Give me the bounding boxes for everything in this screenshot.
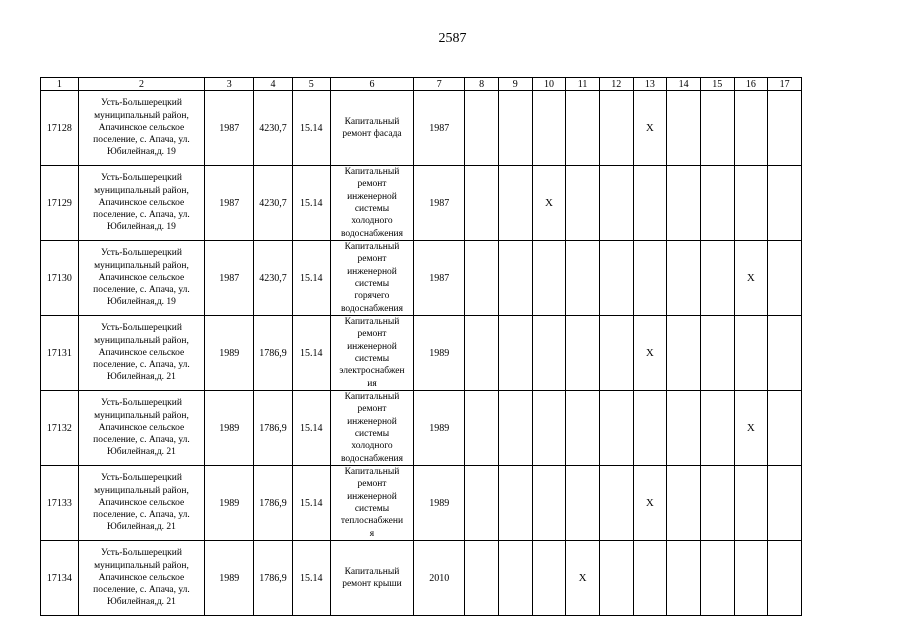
work-type-cell [330,391,414,466]
address-cell-line: поселение, с. Апача, ул. [93,510,190,521]
year-built-cell: 1989 [205,391,254,466]
address-cell-line: Апачинское сельское [98,347,185,358]
rate-cell: 15.14 [292,466,330,541]
column-header-8: 8 [465,78,499,91]
table-row [41,166,802,241]
area-cell: 4230,7 [254,241,293,316]
work-type-cell-line: водоснабжения [340,303,403,314]
row-id-cell: 17128 [41,91,79,166]
year-built-cell: 1989 [205,541,254,616]
mark-cell-col-11 [566,541,600,616]
mark-cell-col-17 [768,541,802,616]
table-header [41,78,802,91]
mark-cell-col-14 [667,91,701,166]
area-cell: 1786,9 [254,391,293,466]
address-cell-line: Юбилейная,д. 21 [107,522,176,533]
mark-cell-col-8 [465,91,499,166]
mark-cell-col-14 [667,166,701,241]
work-type-cell [330,316,414,391]
mark-cell-col-9 [498,91,532,166]
year-built-cell: 1989 [205,316,254,391]
rate-cell: 15.14 [292,316,330,391]
mark-cell-col-13 [633,241,667,316]
column-header-14: 14 [667,78,701,91]
row-id-cell: 17131 [41,316,79,391]
area-cell: 1786,9 [254,316,293,391]
work-type-cell-line: ия [367,378,377,389]
area-cell: 4230,7 [254,91,293,166]
table-row [41,241,802,316]
address-cell-line: Усть-Большерецкий [100,398,182,409]
mark-cell-col-8 [465,391,499,466]
work-type-cell [330,466,414,541]
column-header-11: 11 [566,78,600,91]
address-cell-line: муниципальный район, [94,185,189,196]
area-cell: 4230,7 [254,166,293,241]
mark-cell-col-17 [768,91,802,166]
column-header-6: 6 [330,78,414,91]
address-cell-line: поселение, с. Апача, ул. [93,210,190,221]
mark-cell-col-10 [532,391,566,466]
address-cell-line: Апачинское сельское [98,197,185,208]
table-row [41,316,802,391]
planned-year-cell: 1987 [414,241,465,316]
mark-cell-col-11 [566,391,600,466]
mark-cell-col-11 [566,316,600,391]
mark-cell-col-9 [498,316,532,391]
address-cell-line: муниципальный район, [94,410,189,421]
work-type-cell-line: я [369,528,375,539]
mark-cell-col-8 [465,241,499,316]
mark-cell-col-11 [566,166,600,241]
area-cell: 1786,9 [254,541,293,616]
address-cell-line: поселение, с. Апача, ул. [93,135,190,146]
column-header-1: 1 [41,78,79,91]
work-type-cell-line: водоснабжения [340,453,403,464]
address-cell [78,166,204,241]
column-header-13: 13 [633,78,667,91]
work-type-cell-line: Капитальный [344,167,400,178]
work-type-cell-line: Капитальный [344,116,400,127]
mark-cell-col-9 [498,241,532,316]
work-type-cell-line: ремонт [357,329,387,340]
work-type-cell-line: инженерной [347,341,397,352]
mark-cell-col-17 [768,316,802,391]
work-type-cell-line: инженерной [347,266,397,277]
work-type-cell-line: ремонт [357,404,387,415]
mark-cell-col-12 [599,466,633,541]
address-cell-line: Усть-Большерецкий [100,173,182,184]
page-number: 2587 [438,31,467,46]
work-type-cell-line: системы [354,279,390,289]
column-header-4: 4 [254,78,293,91]
address-cell-line: Юбилейная,д. 19 [107,297,176,308]
column-header-3: 3 [205,78,254,91]
mark-cell-col-13 [633,541,667,616]
mark-cell-col-14 [667,241,701,316]
planned-year-cell: 1989 [414,316,465,391]
mark-cell-col-10 [532,166,566,241]
mark-cell-col-15 [700,241,734,316]
address-cell-line: Усть-Большерецкий [100,323,182,334]
mark-cell-col-12 [599,241,633,316]
mark-cell-col-13 [633,166,667,241]
mark-cell-col-15 [700,166,734,241]
work-type-cell-line: системы [354,429,390,439]
column-header-7: 7 [414,78,465,91]
address-cell-line: Юбилейная,д. 21 [107,447,176,458]
table-row [41,466,802,541]
x-mark: X [746,422,755,434]
work-type-cell-line: Капитальный [344,566,400,577]
work-type-cell-line: ремонт крыши [342,579,402,589]
mark-cell-col-17 [768,391,802,466]
mark-cell-col-12 [599,166,633,241]
repair-schedule-table [40,77,802,616]
work-type-cell [330,241,414,316]
address-cell-line: Апачинское сельское [98,422,185,433]
x-mark: X [645,347,654,359]
x-mark: X [746,272,755,284]
address-cell [78,466,204,541]
planned-year-cell: 1989 [414,391,465,466]
address-cell-line: муниципальный район, [94,260,189,271]
work-type-cell-line: инженерной [347,191,397,202]
address-cell-line: поселение, с. Апача, ул. [93,435,190,446]
mark-cell-col-16 [734,466,768,541]
work-type-cell-line: ремонт [357,179,387,190]
year-built-cell: 1987 [205,241,254,316]
planned-year-cell: 1987 [414,91,465,166]
row-id-cell: 17130 [41,241,79,316]
column-header-10: 10 [532,78,566,91]
mark-cell-col-9 [498,466,532,541]
work-type-cell-line: Капитальный [344,467,400,478]
mark-cell-col-13 [633,91,667,166]
table-row [41,391,802,466]
address-cell [78,241,204,316]
mark-cell-col-8 [465,316,499,391]
mark-cell-col-10 [532,466,566,541]
address-cell-line: Усть-Большерецкий [100,248,182,259]
mark-cell-col-9 [498,391,532,466]
mark-cell-col-15 [700,391,734,466]
column-header-16: 16 [734,78,768,91]
work-type-cell-line: горячего [354,291,390,302]
row-id-cell: 17134 [41,541,79,616]
work-type-cell-line: инженерной [347,416,397,427]
mark-cell-col-10 [532,316,566,391]
mark-cell-col-16 [734,91,768,166]
address-cell-line: поселение, с. Апача, ул. [93,585,190,596]
rate-cell: 15.14 [292,241,330,316]
address-cell-line: муниципальный район, [94,485,189,496]
area-cell: 1786,9 [254,466,293,541]
address-cell [78,391,204,466]
mark-cell-col-13 [633,466,667,541]
mark-cell-col-13 [633,391,667,466]
column-header-9: 9 [498,78,532,91]
mark-cell-col-17 [768,166,802,241]
address-cell-line: Юбилейная,д. 19 [107,222,176,233]
address-cell-line: муниципальный район, [94,560,189,571]
row-id-cell: 17133 [41,466,79,541]
mark-cell-col-16 [734,541,768,616]
mark-cell-col-10 [532,91,566,166]
address-cell-line: Апачинское сельское [98,122,185,133]
address-cell-line: Апачинское сельское [98,572,185,583]
mark-cell-col-8 [465,166,499,241]
header-row [41,78,802,91]
planned-year-cell: 1987 [414,166,465,241]
address-cell-line: Юбилейная,д. 19 [107,147,176,158]
work-type-cell-line: инженерной [347,491,397,502]
work-type-cell-line: электроснабжен [339,366,405,377]
work-type-cell [330,166,414,241]
mark-cell-col-17 [768,241,802,316]
mark-cell-col-15 [700,466,734,541]
column-header-2: 2 [78,78,204,91]
x-mark: X [645,497,654,509]
column-header-12: 12 [599,78,633,91]
mark-cell-col-9 [498,166,532,241]
work-type-cell-line: системы [354,204,390,214]
work-type-cell-line: теплоснабжени [340,516,404,527]
mark-cell-col-14 [667,391,701,466]
address-cell-line: муниципальный район, [94,110,189,121]
column-header-17: 17 [768,78,802,91]
mark-cell-col-16 [734,166,768,241]
planned-year-cell: 2010 [414,541,465,616]
mark-cell-col-12 [599,541,633,616]
mark-cell-col-14 [667,466,701,541]
mark-cell-col-8 [465,466,499,541]
table-row [41,91,802,166]
address-cell-line: Апачинское сельское [98,272,185,283]
mark-cell-col-16 [734,391,768,466]
x-mark: X [645,122,654,134]
work-type-cell-line: ремонт [357,479,387,490]
address-cell-line: поселение, с. Апача, ул. [93,360,190,371]
address-cell [78,91,204,166]
work-type-cell [330,91,414,166]
rate-cell: 15.14 [292,91,330,166]
address-cell-line: Апачинское сельское [98,497,185,508]
mark-cell-col-15 [700,541,734,616]
year-built-cell: 1987 [205,166,254,241]
column-header-5: 5 [292,78,330,91]
address-cell-line: поселение, с. Апача, ул. [93,285,190,296]
planned-year-cell: 1989 [414,466,465,541]
mark-cell-col-13 [633,316,667,391]
work-type-cell-line: ремонт фасада [342,129,402,139]
address-cell-line: муниципальный район, [94,335,189,346]
mark-cell-col-16 [734,316,768,391]
mark-cell-col-12 [599,316,633,391]
table-body [41,91,802,616]
work-type-cell-line: Капитальный [344,317,400,328]
mark-cell-col-15 [700,91,734,166]
address-cell-line: Юбилейная,д. 21 [107,372,176,383]
mark-cell-col-11 [566,466,600,541]
x-mark: X [578,572,587,584]
row-id-cell: 17132 [41,391,79,466]
work-type-cell-line: Капитальный [344,242,400,253]
work-type-cell-line: ремонт [357,254,387,265]
x-mark: X [544,197,553,209]
column-header-15: 15 [700,78,734,91]
work-type-cell-line: холодного [351,441,393,452]
work-type-cell-line: холодного [351,216,393,227]
work-type-cell-line: системы [354,354,390,364]
row-id-cell: 17129 [41,166,79,241]
mark-cell-col-11 [566,241,600,316]
year-built-cell: 1989 [205,466,254,541]
rate-cell: 15.14 [292,541,330,616]
mark-cell-col-8 [465,541,499,616]
work-type-cell-line: водоснабжения [340,228,403,239]
rate-cell: 15.14 [292,166,330,241]
address-cell [78,316,204,391]
address-cell-line: Усть-Большерецкий [100,548,182,559]
address-cell-line: Усть-Большерецкий [100,473,182,484]
work-type-cell [330,541,414,616]
mark-cell-col-12 [599,91,633,166]
mark-cell-col-10 [532,241,566,316]
mark-cell-col-15 [700,316,734,391]
rate-cell: 15.14 [292,391,330,466]
work-type-cell-line: Капитальный [344,392,400,403]
mark-cell-col-16 [734,241,768,316]
mark-cell-col-11 [566,91,600,166]
address-cell-line: Юбилейная,д. 21 [107,597,176,608]
mark-cell-col-12 [599,391,633,466]
table-row [41,541,802,616]
mark-cell-col-17 [768,466,802,541]
work-type-cell-line: системы [354,504,390,514]
mark-cell-col-14 [667,541,701,616]
mark-cell-col-9 [498,541,532,616]
address-cell [78,541,204,616]
year-built-cell: 1987 [205,91,254,166]
address-cell-line: Усть-Большерецкий [100,98,182,109]
mark-cell-col-14 [667,316,701,391]
mark-cell-col-10 [532,541,566,616]
